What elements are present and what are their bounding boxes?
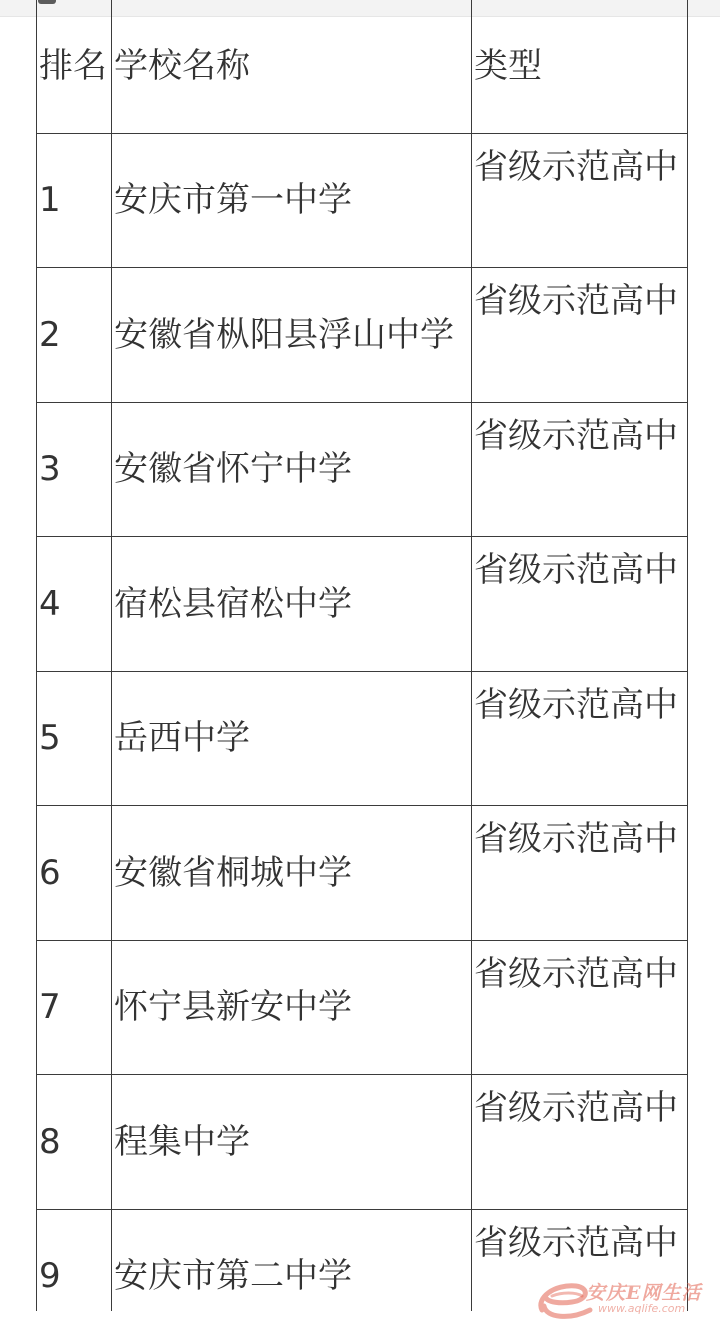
table-row bbox=[37, 133, 688, 268]
school-name-cell: 安庆市第二中学 bbox=[112, 1209, 472, 1326]
header-school-name: 学校名称 bbox=[112, 0, 472, 133]
school-name-cell: 安徽省桐城中学 bbox=[112, 806, 472, 941]
rank-cell: 6 bbox=[37, 806, 112, 941]
table-row bbox=[37, 806, 688, 941]
school-name-cell: 岳西中学 bbox=[112, 671, 472, 806]
school-name-cell: 怀宁县新安中学 bbox=[112, 940, 472, 1075]
watermark-site-name: 安庆E网生活 bbox=[586, 1282, 702, 1304]
rank-cell: 4 bbox=[37, 537, 112, 672]
header-rank: 排名 bbox=[37, 0, 112, 133]
type-cell: 省级示范高中 bbox=[472, 1209, 688, 1326]
type-cell: 省级示范高中 bbox=[472, 268, 688, 403]
type-cell: 省级示范高中 bbox=[472, 1075, 688, 1210]
school-name-cell: 程集中学 bbox=[112, 1075, 472, 1210]
type-cell: 省级示范高中 bbox=[472, 133, 688, 268]
school-name-cell: 宿松县宿松中学 bbox=[112, 537, 472, 672]
table-row bbox=[37, 268, 688, 403]
header-type: 类型 bbox=[472, 0, 688, 133]
table-row bbox=[37, 671, 688, 806]
rank-cell: 8 bbox=[37, 1075, 112, 1210]
rank-cell: 5 bbox=[37, 671, 112, 806]
ranking-table bbox=[36, 0, 688, 1326]
rank-cell: 2 bbox=[37, 268, 112, 403]
table-row bbox=[37, 402, 688, 537]
type-cell: 省级示范高中 bbox=[472, 940, 688, 1075]
school-name-cell: 安庆市第一中学 bbox=[112, 133, 472, 268]
school-name-cell: 安徽省枞阳县浮山中学 bbox=[112, 268, 472, 403]
rank-cell: 7 bbox=[37, 940, 112, 1075]
type-cell: 省级示范高中 bbox=[472, 537, 688, 672]
table-row bbox=[37, 1075, 688, 1210]
type-cell: 省级示范高中 bbox=[472, 806, 688, 941]
table-row bbox=[37, 537, 688, 672]
watermark-url: www.aqlife.com bbox=[598, 1302, 686, 1315]
rank-cell: 3 bbox=[37, 402, 112, 537]
rank-cell: 1 bbox=[37, 133, 112, 268]
rank-cell: 9 bbox=[37, 1209, 112, 1326]
table-row bbox=[37, 940, 688, 1075]
ranking-table-container bbox=[36, 0, 684, 1326]
site-watermark bbox=[532, 1276, 720, 1326]
school-name-cell: 安徽省怀宁中学 bbox=[112, 402, 472, 537]
table-header-row bbox=[37, 0, 688, 133]
type-cell: 省级示范高中 bbox=[472, 671, 688, 806]
type-cell: 省级示范高中 bbox=[472, 402, 688, 537]
